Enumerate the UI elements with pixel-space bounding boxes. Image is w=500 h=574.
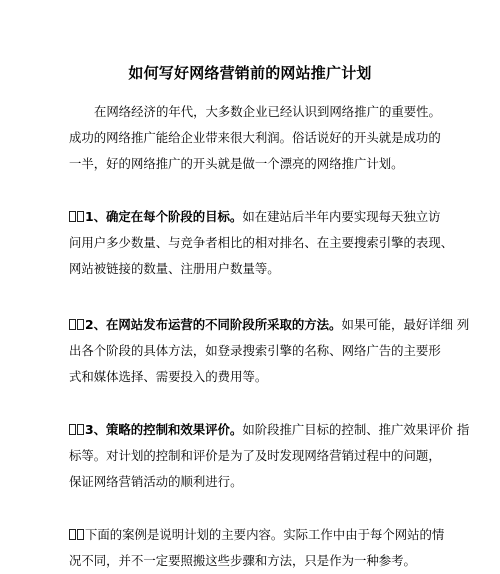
- point-one-text: 如在建站后半年内要实现每天独立访: [242, 209, 441, 224]
- intro-line: 成功的网络推广能给企业带来很大利润。俗话说好的开头就是成功的: [69, 130, 441, 145]
- point-two-paragraph: [69, 312, 470, 390]
- point-three-line: 标等。对计划的控制和评价是为了及时发现网络营销过程中的问题，: [69, 448, 441, 463]
- point-one-heading: 1、确定在每个阶段的目标。: [85, 209, 243, 224]
- point-four-line: 况不同，并不一定要照搬这些步骤和方法，只是作为一种参考。: [69, 553, 416, 568]
- point-four-paragraph: [69, 522, 445, 574]
- missing-glyph-box: [77, 529, 84, 540]
- point-three-heading: 3、策略的控制和效果评价。: [85, 422, 243, 437]
- missing-glyph-box: [77, 424, 84, 435]
- point-two-first-line: [69, 312, 470, 338]
- point-two-text: 如果可能，最好详细 列: [341, 317, 470, 332]
- point-three-first-line: [69, 417, 470, 443]
- point-one-line: 问用户多少数量、与竞争者相比的相对排名、在主要搜索引擎的表现、: [69, 235, 454, 250]
- point-two-line: 出各个阶段的具体方法，如登录搜索引擎的名称、网络广告的主要形: [69, 343, 441, 358]
- missing-glyph-box: [69, 529, 76, 540]
- point-four-first-line: [69, 522, 445, 548]
- missing-glyph-box: [69, 319, 76, 330]
- point-one-paragraph: [69, 204, 454, 282]
- point-three-line: 保证网络营销活动的顺利进行。: [69, 474, 243, 489]
- point-one-line: 网站被链接的数量、注册用户数量等。: [69, 261, 280, 276]
- point-three-text: 如阶段推广目标的控制、推广效果评价 指: [242, 422, 470, 437]
- missing-glyph-box: [69, 424, 76, 435]
- missing-glyph-box: [69, 211, 76, 222]
- point-two-line: 式和媒体选择、需要投入的费用等。: [69, 369, 268, 384]
- intro-line: 在网络经济的年代，大多数企业已经认识到网络推广的重要性。: [94, 104, 441, 119]
- intro-paragraph: [69, 99, 441, 177]
- point-one-first-line: [69, 204, 441, 230]
- document-title: 如何写好网络营销前的网站推广计划: [128, 64, 372, 82]
- intro-line: 一半，好的网络推广的开头就是做一个漂亮的网络推广计划。: [69, 156, 404, 171]
- missing-glyph-box: [77, 319, 84, 330]
- missing-glyph-box: [77, 211, 84, 222]
- point-two-heading: 2、在网站发布运营的不同阶段所采取的方法。: [85, 317, 342, 332]
- point-four-text: 下面的案例是说明计划的主要内容。实际工作中由于每个网站的情: [85, 527, 445, 542]
- point-three-paragraph: [69, 417, 470, 495]
